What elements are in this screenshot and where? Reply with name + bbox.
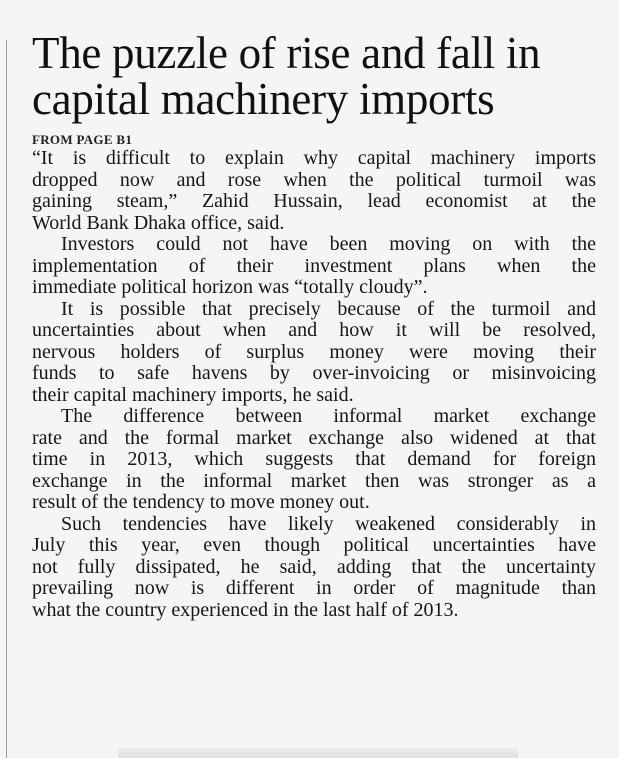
paragraph <box>32 299 596 407</box>
article <box>32 30 596 621</box>
text-line: funds to safe havens by over-invoicing or misinvoicing <box>32 362 596 384</box>
headline-line: The puzzle of rise and fall in <box>32 28 541 78</box>
text-line: exchange in the informal market then was stronger as a <box>32 469 596 492</box>
text-line: time in 2013, which suggests that demand for foreign <box>32 448 596 470</box>
headline <box>32 30 596 122</box>
text-line: what the country experienced in the last half of 2013. <box>32 598 459 621</box>
text-line: The difference between informal market exchange <box>61 405 596 427</box>
text-line: their capital machinery imports, he said. <box>32 383 354 406</box>
jump-line: FROM PAGE B1 <box>32 132 133 147</box>
headline-line: capital machinery imports <box>32 74 495 124</box>
text-line: It is possible that precisely because of the turmoil and <box>61 297 596 320</box>
text-line: July this year, even though political uncertainties have <box>32 534 596 556</box>
text-line: not fully dissipated, he said, adding that the uncertainty <box>32 555 596 578</box>
text-line: dropped now and rose when the political turmoil was <box>32 168 596 191</box>
paragraph <box>32 514 596 622</box>
text-line: Investors could not have been moving on with the <box>61 233 596 255</box>
text-line: prevailing now is different in order of magnitude than <box>32 577 596 599</box>
article-body <box>32 148 596 621</box>
paragraph <box>32 406 596 514</box>
text-line: uncertainties about when and how it will be resolved, <box>32 319 596 341</box>
text-line: implementation of their investment plans when the <box>32 254 596 277</box>
text-line: immediate political horizon was “totally cloudy”. <box>32 276 428 298</box>
column-rule <box>6 40 7 758</box>
next-column-edge <box>118 748 518 758</box>
text-line: nervous holders of surplus money were moving their <box>32 340 596 363</box>
text-line: “It is difficult to explain why capital machinery imports <box>32 147 596 169</box>
text-line: Such tendencies have likely weakened considerably in <box>61 512 596 535</box>
text-line: rate and the formal market exchange also widened at that <box>32 426 596 449</box>
paragraph <box>32 234 596 299</box>
text-line: result of the tendency to move money out. <box>32 491 370 513</box>
paragraph <box>32 148 596 234</box>
text-line: gaining steam,” Zahid Hussain, lead economist at the <box>32 190 596 212</box>
text-line: World Bank Dhaka office, said. <box>32 211 285 234</box>
